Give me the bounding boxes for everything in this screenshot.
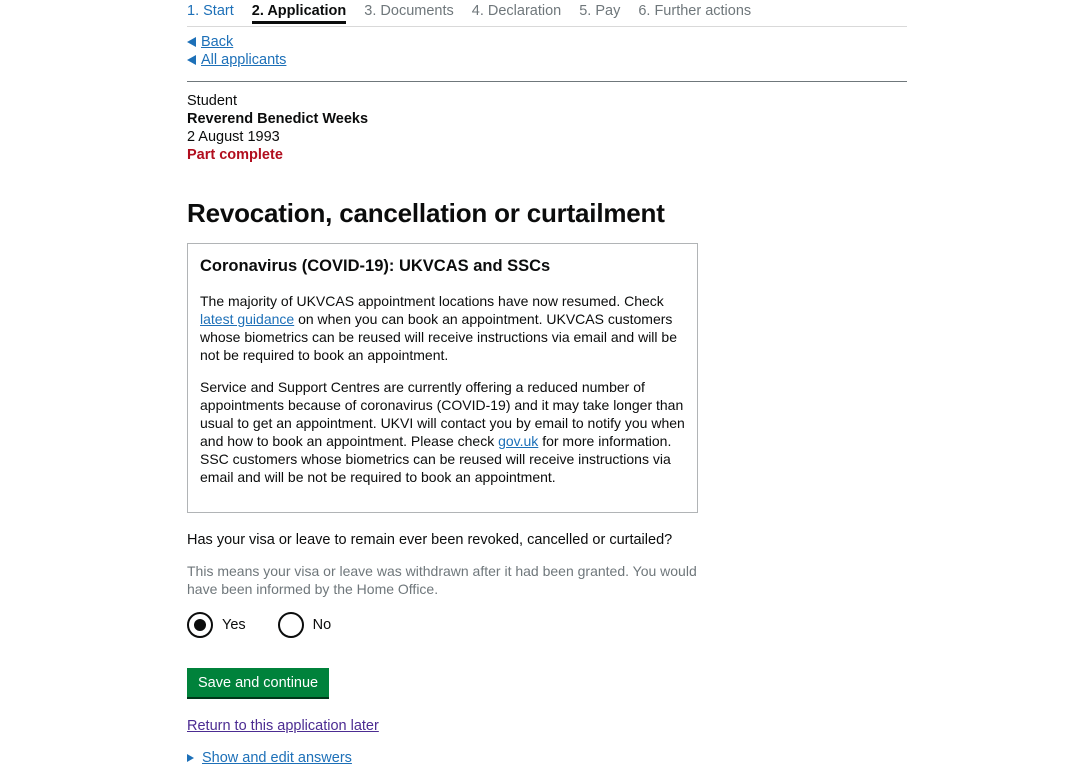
radio-group [187, 612, 907, 638]
notice-p1-text-a: The majority of UKVCAS appointment locations have now resumed. Check [200, 293, 664, 309]
applicant-type: Student [187, 93, 237, 109]
application-status: Part complete [187, 147, 283, 163]
radio-yes-circle[interactable] [187, 612, 213, 638]
triangle-right-icon [187, 754, 194, 762]
radio-no-label[interactable]: No [312, 617, 332, 633]
return-later-link[interactable]: Return to this application later [187, 718, 379, 734]
step-documents: 3. Documents [364, 3, 454, 19]
all-applicants-link[interactable] [187, 51, 907, 69]
triangle-left-icon [187, 55, 196, 65]
notice-paragraph-2 [200, 378, 685, 486]
show-edit-answers-label[interactable]: Show and edit answers [202, 750, 352, 766]
back-link-label: Back [201, 34, 234, 50]
notice-p2-text-a: Service and Support Centres are currently offering a reduced number of appointments because of coronavirus (COVID-19) and it may take longer than usual to get an appointment. UKVI will contact you by email to notify you when and how to book an appointment. Please check [200, 379, 685, 449]
page-title: Revocation, cancellation or curtailment [187, 198, 665, 228]
back-links [187, 33, 907, 69]
step-pay: 5. Pay [579, 3, 621, 19]
question-hint: This means your visa or leave was withdrawn after it had been granted. You would have been informed by the Home Office. [187, 563, 697, 597]
notice-p1-text-b: on when you can book an appointment. UKVCAS customers whose biometrics can be reused will receive instructions via email and will be not be required to book an appointment. [200, 311, 677, 363]
radio-no[interactable] [278, 612, 332, 638]
applicant-summary [187, 92, 907, 164]
notice-paragraph-1 [200, 292, 685, 364]
step-declaration: 4. Declaration [471, 3, 562, 19]
radio-no-circle[interactable] [278, 612, 304, 638]
radio-yes-label[interactable]: Yes [222, 617, 246, 633]
question-label: Has your visa or leave to remain ever been revoked, cancelled or curtailed? [187, 532, 673, 548]
latest-guidance-link[interactable]: latest guidance [200, 311, 295, 327]
step-further-actions: 6. Further actions [638, 3, 752, 19]
progress-steps [187, 0, 907, 27]
main-container [187, 0, 907, 766]
triangle-left-icon [187, 37, 196, 47]
all-applicants-label: All applicants [201, 52, 287, 68]
notice-title: Coronavirus (COVID-19): UKVCAS and SSCs [200, 257, 551, 275]
return-row [187, 697, 907, 735]
show-edit-answers-toggle[interactable] [187, 750, 907, 766]
radio-yes[interactable] [187, 612, 246, 638]
divider [187, 81, 907, 82]
applicant-name: Reverend Benedict Weeks [187, 111, 369, 127]
save-and-continue-button[interactable]: Save and continue [187, 668, 329, 697]
gov-uk-link[interactable]: gov.uk [498, 433, 539, 449]
applicant-dob: 2 August 1993 [187, 129, 280, 145]
step-application[interactable]: 2. Application [252, 0, 347, 26]
covid-notice [187, 243, 698, 513]
back-link[interactable] [187, 33, 907, 51]
step-start[interactable]: 1. Start [187, 3, 234, 19]
button-row [187, 638, 907, 697]
notice-p2-text-b: for more information. SSC customers whose biometrics can be reused will receive instructions via email and will be not be required to book an appointment. [200, 433, 672, 485]
